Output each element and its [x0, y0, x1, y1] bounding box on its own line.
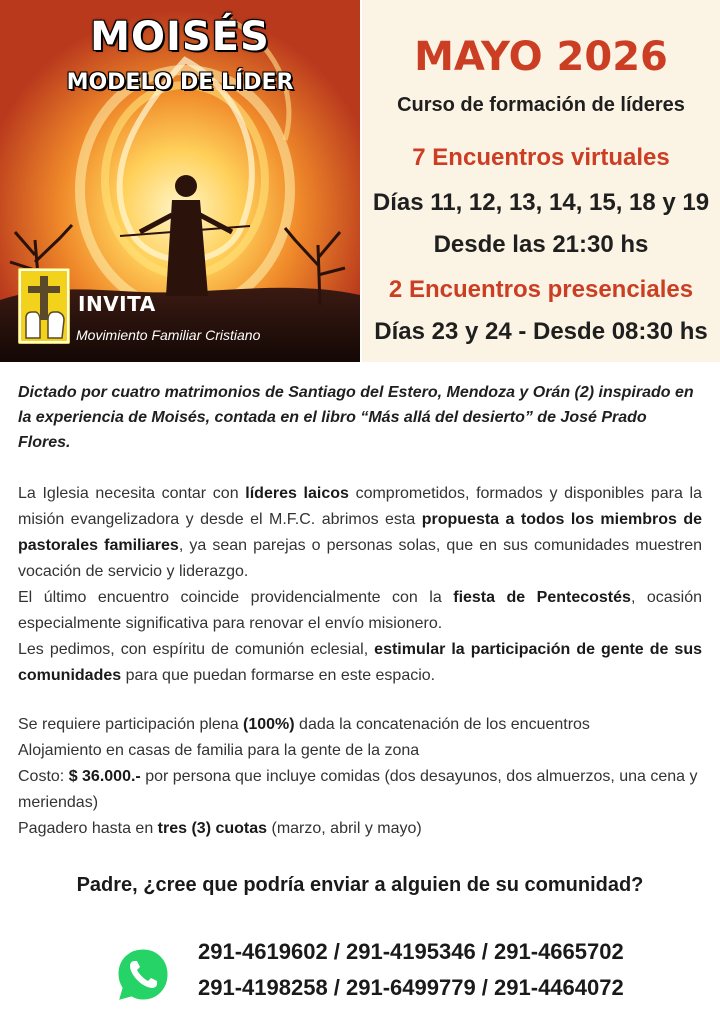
text: por persona que incluye comidas (dos desayunos, dos almuerzos, una cena y meriendas) — [18, 768, 698, 811]
phone-line-2: 291-4198258 / 291-6499779 / 291-4464072 — [198, 975, 624, 1000]
contact-phones — [198, 934, 624, 1006]
in-person-meetings-label: 2 Encuentros presenciales — [388, 276, 694, 303]
text: (marzo, abril y mayo) — [267, 820, 422, 837]
emphasis-text: estimular la participación de gente de sus comunidades — [18, 641, 702, 684]
in-person-days: Días 23 y 24 - Desde 08:30 hs — [374, 318, 708, 345]
text: Les pedimos, con espíritu de comunión eclesial, — [18, 641, 375, 658]
text: comprometidos, formados y disponibles para la misión evangelizadora y desde el M.F.C. abrimos esta — [18, 485, 703, 528]
detail-lodging: Alojamiento en casas de familia para la gente de la zona — [18, 742, 420, 759]
detail-cost — [18, 764, 702, 816]
detail-participation — [18, 712, 702, 738]
emphasis-text: propuesta a todos los miembros de pastorales familiares — [18, 511, 703, 554]
details-section — [18, 712, 702, 842]
mfc-logo — [18, 268, 70, 344]
text: Se requiere participación plena — [18, 716, 244, 733]
emphasis-text: líderes laicos — [245, 485, 349, 502]
emphasis-text: (100%) — [243, 716, 295, 733]
invita-label: INVITA — [78, 292, 156, 316]
paragraph-pentecost — [18, 585, 702, 637]
paragraph-request — [18, 637, 702, 689]
description-section — [18, 481, 702, 689]
virtual-meetings-label: 7 Encuentros virtuales — [412, 144, 670, 171]
text: La Iglesia necesita contar con — [18, 485, 246, 502]
emphasis-text: tres (3) cuotas — [157, 820, 268, 837]
whatsapp-icon — [112, 944, 174, 1006]
text: El último encuentro coincide providencialmente con la — [18, 589, 454, 606]
event-info-panel — [362, 0, 720, 362]
hero-subtitle: MODELO DE LÍDER — [66, 70, 294, 95]
text: dada la concatenación de los encuentros — [294, 716, 590, 733]
paragraph-leaders — [18, 481, 702, 585]
cross-logo-icon — [18, 268, 70, 344]
organization-name: Movimiento Familiar Cristiano — [76, 327, 261, 343]
virtual-time: Desde las 21:30 hs — [433, 231, 649, 258]
hero-banner — [0, 0, 360, 362]
text: , ocasión especialmente significativa para renovar el envío misionero. — [18, 589, 703, 632]
course-title: Curso de formación de líderes — [397, 94, 685, 116]
price-text: $ 36.000.- — [68, 768, 141, 785]
emphasis-text: fiesta de Pentecostés — [453, 589, 631, 606]
intro-paragraph: Dictado por cuatro matrimonios de Santiago del Estero, Mendoza y Orán (2) inspirado en la experiencia de Moisés, contada en el libro “Más allá del desierto” de José Prado Flores. — [18, 384, 694, 451]
text: para que puedan formarse en este espacio. — [121, 667, 436, 684]
text: , ya sean parejas o personas solas, que en sus comunidades muestren vocación de servicio y liderazgo. — [18, 537, 703, 580]
hero-title: MOISÉS — [90, 14, 270, 60]
event-month: MAYO 2026 — [414, 34, 668, 80]
detail-payment — [18, 816, 702, 842]
closing-question: Padre, ¿cree que podría enviar a alguien de su comunidad? — [76, 874, 644, 896]
text: Costo: — [18, 768, 69, 785]
virtual-days: Días 11, 12, 13, 14, 15, 18 y 19 — [372, 189, 710, 216]
text: Pagadero hasta en — [18, 820, 158, 837]
phone-line-1: 291-4619602 / 291-4195346 / 291-4665702 — [198, 939, 624, 964]
